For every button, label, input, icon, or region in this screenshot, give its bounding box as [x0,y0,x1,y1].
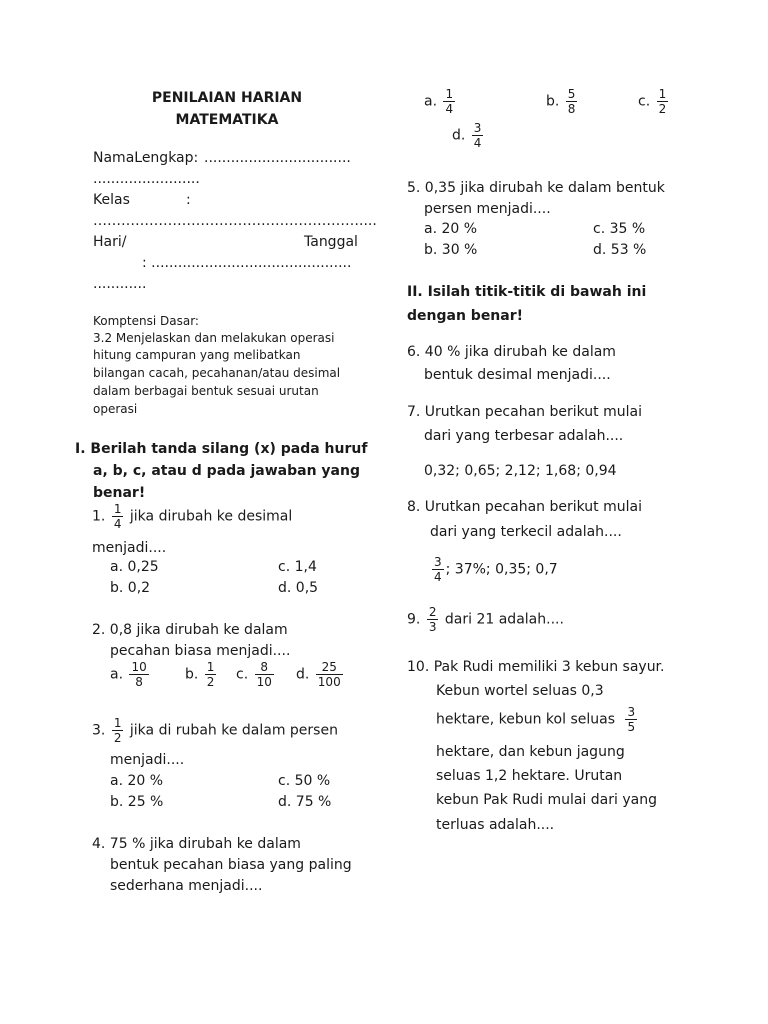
fraction-numerator: 1 [445,87,454,101]
question-1-line2: menjadi.... [92,540,167,556]
fraction [566,88,578,115]
fraction-denominator: 3 [428,620,437,634]
nama-dots-line2: ........................ [93,171,200,187]
fraction [443,88,455,115]
question-8-line2: dari yang terkecil adalah.... [430,524,622,540]
option-c: c. 50 % [278,773,331,789]
kd-line: 3.2 Menjelaskan dan melakukan operasi [93,331,335,345]
kelas-colon: : [186,192,191,208]
question-3 [92,717,338,744]
kd-line: operasi [93,402,138,416]
option-a: a. 20 % [424,221,478,237]
question-10-line5: seluas 1,2 hektare. Urutan [436,768,623,784]
kd-line: dalam berbagai bentuk sesuai urutan [93,384,319,398]
fraction-denominator: 100 [317,675,341,689]
fraction-denominator: 4 [434,570,442,584]
question-4: 4. 75 % jika dirubah ke dalam [92,836,301,852]
option-c: c. 35 % [593,221,646,237]
option-a [424,88,457,115]
question-number: 1. [92,508,106,525]
fraction [316,661,343,688]
question-number: 3. [92,722,106,739]
question-5: 5. 0,35 jika dirubah ke dalam bentuk [407,180,665,196]
question-number: 9. [407,611,421,628]
section1-heading-line2: a, b, c, atau d pada jawaban yang [93,463,360,479]
option-label: d. [452,127,466,144]
question-8-values [430,556,558,583]
fraction-numerator: 25 [316,661,343,675]
question-7: 7. Urutkan pecahan berikut mulai [407,404,642,420]
kd-line: bilangan cacah, pecahanan/atau desimal [93,366,341,380]
fraction-numerator: 3 [627,705,636,719]
fraction [427,606,439,633]
question-text: dari 21 adalah.... [444,611,564,628]
question-4-line2: bentuk pecahan biasa yang paling [110,857,352,873]
option-label: a. [424,93,438,110]
option-label: c. [638,93,651,110]
option-d: d. 0,5 [278,580,319,596]
kelas-dots: ………………………………………………….... [93,213,377,229]
fraction [205,661,217,688]
question-text: hektare, kebun kol seluas [436,711,615,728]
question-7-values: 0,32; 0,65; 2,12; 1,68; 0,94 [424,463,617,479]
fraction-denominator: 2 [658,102,667,116]
fraction-denominator: 4 [445,102,454,116]
question-10-line2: Kebun wortel seluas 0,3 [436,683,604,699]
fraction [112,503,124,530]
fraction [112,717,124,744]
option-label: b. [185,666,199,683]
hari-dots-line2: ............ [93,276,147,292]
kd-line: hitung campuran yang melibatkan [93,348,301,362]
section1-heading: I. Berilah tanda silang (x) pada huruf [75,441,368,457]
kelas-label: Kelas [93,192,130,208]
hari-dots: : ............................................. [142,255,352,271]
fraction-denominator: 10 [256,675,272,689]
question-7-line2: dari yang terbesar adalah.... [424,428,624,444]
page-title-line2: MATEMATIKA [175,112,279,128]
fraction-numerator: 3 [434,555,442,569]
question-10: 10. Pak Rudi memiliki 3 kebun sayur. [407,659,665,675]
question-4-line3: sederhana menjadi.... [110,878,263,894]
option-a: a. 20 % [110,773,164,789]
question-10-line7: terluas adalah.... [436,817,555,833]
option-d: d. 53 % [593,242,647,258]
question-text: jika di rubah ke dalam persen [129,722,338,739]
tanggal-label: Tanggal [304,234,358,250]
hari-label: Hari/ [93,234,127,250]
option-b [185,661,218,688]
question-6-line2: bentuk desimal menjadi.... [424,367,611,383]
option-b: b. 0,2 [110,580,151,596]
question-text: jika dirubah ke desimal [129,508,293,525]
option-label: c. [236,666,249,683]
fraction [129,661,148,688]
option-c [638,88,670,115]
question-2-line2: pecahan biasa menjadi.... [110,643,291,659]
option-label: b. [546,93,560,110]
option-b [546,88,579,115]
question-8: 8. Urutkan pecahan berikut mulai [407,499,642,515]
option-d: d. 75 % [278,794,332,810]
section2-heading-line2: dengan benar! [407,308,524,324]
option-a [110,661,151,688]
fraction-denominator: 2 [206,675,215,689]
fraction-denominator: 4 [473,136,482,150]
question-2: 2. 0,8 jika dirubah ke dalam [92,622,288,638]
fraction [657,88,669,115]
fraction-numerator: 3 [473,121,482,135]
fraction-denominator: 4 [113,517,122,531]
question-1 [92,503,292,530]
fraction [432,556,444,583]
question-5-line2: persen menjadi.... [424,201,551,217]
option-d [296,661,345,688]
fraction-denominator: 8 [567,102,576,116]
option-c [236,661,276,688]
fraction-numerator: 2 [428,605,437,619]
nama-label: NamaLengkap: [93,150,199,166]
fraction-denominator: 2 [113,731,122,745]
fraction-numerator: 8 [255,661,274,675]
option-b: b. 30 % [424,242,478,258]
fraction [625,706,637,733]
question-10-line3 [436,706,639,733]
option-label: d. [296,666,310,683]
fraction-numerator: 1 [113,502,122,516]
question-10-line4: hektare, dan kebun jagung [436,744,625,760]
section2-heading: II. Isilah titik-titik di bawah ini [407,284,647,300]
page-title-line1: PENILAIAN HARIAN [151,90,303,106]
fraction-numerator: 1 [658,87,667,101]
option-a: a. 0,25 [110,559,159,575]
fraction-numerator: 5 [567,87,576,101]
kd-title: Komptensi Dasar: [93,314,199,328]
question-9 [407,606,564,633]
section1-heading-line3: benar! [93,485,146,501]
option-label: a. [110,666,124,683]
question-10-line6: kebun Pak Rudi mulai dari yang [436,792,657,808]
fraction-numerator: 1 [113,716,122,730]
option-c: c. 1,4 [278,559,317,575]
question-3-line2: menjadi.... [110,752,185,768]
option-d [452,122,485,149]
fraction-numerator: 1 [206,660,215,674]
fraction-denominator: 5 [627,720,636,734]
option-b: b. 25 % [110,794,164,810]
fraction-numerator: 10 [131,660,147,674]
values-text: ; 37%; 0,35; 0,7 [445,561,558,578]
fraction [255,661,274,688]
question-6: 6. 40 % jika dirubah ke dalam [407,344,616,360]
fraction-denominator: 8 [135,675,143,689]
nama-dots: ................................. [204,150,351,166]
fraction [472,122,484,149]
